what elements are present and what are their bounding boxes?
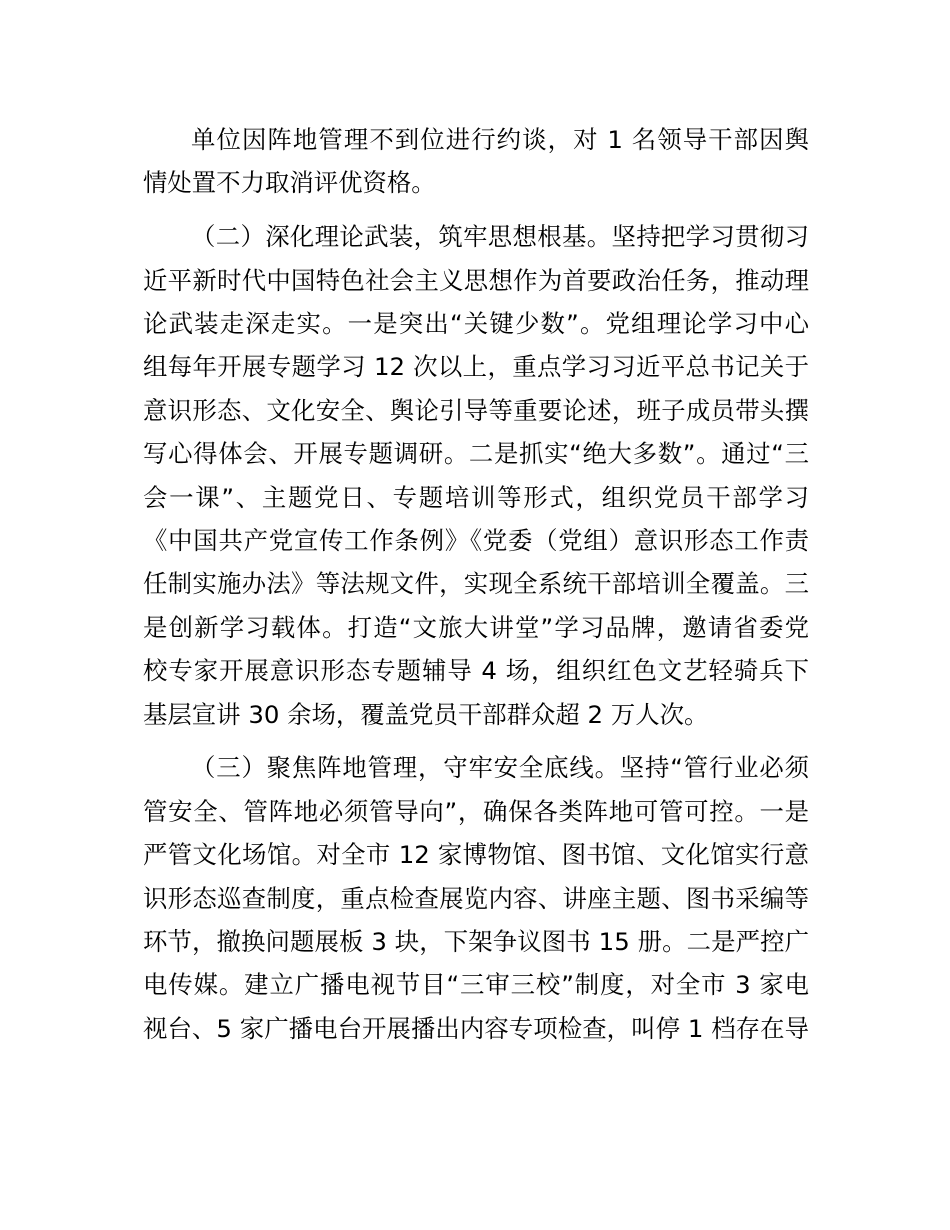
document-page [143,118,809,1061]
text-line: 会一课”、主题党日、专题培训等形式，组织党员干部学习 [143,482,809,512]
text-line: 单位因阵地管理不到位进行约谈，对 1 名领导干部因舆 [191,125,809,154]
text-line: 《中国共产党宣传工作条例》《党委（党组）意识形态工作责 [143,526,809,556]
text-line: 近平新时代中国特色社会主义思想作为首要政治任务，推动理 [143,265,809,295]
paragraph [143,215,809,736]
text-line: 是创新学习载体。打造“文旅大讲堂”学习品牌，邀请省委党 [143,612,809,642]
text-line: 校专家开展意识形态专题辅导 4 场，组织红色文艺轻骑兵下 [143,656,809,686]
text-line: 基层宣讲 30 余场，覆盖党员干部群众超 2 万人次。 [143,699,709,729]
paragraph [143,118,809,205]
text-line: 电传媒。建立广播电视节目“三审三校”制度，对全市 3 家电 [143,970,809,1000]
text-line: 任制实施办法》等法规文件，实现全系统干部培训全覆盖。三 [143,569,809,599]
text-line: 环节，撤换问题展板 3 块，下架争议图书 15 册。二是严控广 [143,927,809,957]
text-line: 情处置不力取消评优资格。 [143,168,436,198]
text-line: （二）深化理论武装，筑牢思想根基。坚持把学习贯彻习 [191,222,809,252]
text-line: 意识形态、文化安全、舆论引导等重要论述，班子成员带头撰 [143,395,809,425]
text-line: 论武装走深走实。一是突出“关键少数”。党组理论学习中心 [143,309,809,339]
text-line: 严管文化场馆。对全市 12 家博物馆、图书馆、文化馆实行意 [143,840,809,870]
text-line: 视台、5 家广播电台开展播出内容专项检查，叫停 1 档存在导 [143,1013,809,1043]
paragraph [143,746,809,1050]
text-line: 组每年开展专题学习 12 次以上，重点学习习近平总书记关于 [143,352,809,382]
text-line: 写心得体会、开展专题调研。二是抓实“绝大多数”。通过“三 [143,439,809,469]
text-line: （三）聚焦阵地管理，守牢安全底线。坚持“管行业必须 [191,753,809,783]
text-line: 识形态巡查制度，重点检查展览内容、讲座主题、图书采编等 [143,883,809,913]
text-line: 管安全、管阵地必须管导向”，确保各类阵地可管可控。一是 [143,796,809,826]
